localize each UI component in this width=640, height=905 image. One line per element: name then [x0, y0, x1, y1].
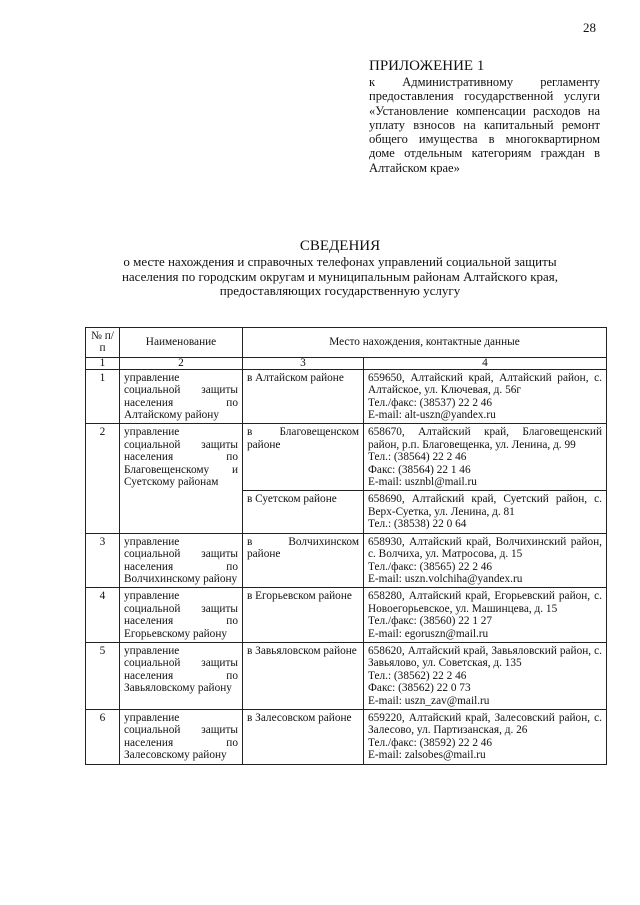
row-number: 1: [86, 369, 120, 424]
column-number: 1: [86, 357, 120, 369]
contact-line: Тел./факс: (38565) 22 2 46: [368, 560, 493, 573]
table-row: [86, 369, 607, 424]
office-district: в Алтайском районе: [243, 369, 364, 424]
offices-table: [85, 327, 607, 765]
office-contacts: [364, 533, 607, 588]
contact-line: E-mail: alt-uszn@yandex.ru: [368, 409, 496, 422]
office-name: управление социальной защиты населения по Благовещенскому и Суетскому районам: [120, 424, 243, 533]
table-body: [86, 369, 607, 764]
contact-line: E-mail: egoruszn@mail.ru: [368, 627, 489, 640]
office-district: в Завьяловском районе: [243, 642, 364, 709]
table-row: [86, 588, 607, 643]
office-name: управление социальной защиты населения по Алтайскому району: [120, 369, 243, 424]
heading-title: СВЕДЕНИЯ: [299, 238, 381, 254]
row-number: 4: [86, 588, 120, 643]
table-header-row: [86, 328, 607, 358]
appendix-title: ПРИЛОЖЕНИЕ 1: [369, 58, 485, 74]
contact-line: E-mail: usznbl@mail.ru: [368, 476, 477, 489]
office-contacts: [364, 588, 607, 643]
office-district: в Благовещенском районе: [243, 424, 364, 491]
contact-line: 659220, Алтайский край, Залесовский район, с. Залесово, ул. Партизанская, д. 26: [368, 711, 602, 737]
contact-line: 658690, Алтайский край, Суетский район, с. Верх-Суетка, ул. Ленина, д. 81: [368, 493, 602, 518]
contact-line: E-mail: uszn.volchiha@yandex.ru: [368, 572, 523, 585]
contact-line: Тел.: (38564) 22 2 46: [368, 451, 467, 464]
office-name: управление социальной защиты населения по Егорьевскому району: [120, 588, 243, 643]
office-district: в Суетском районе: [243, 491, 364, 533]
contact-line: E-mail: uszn_zav@mail.ru: [368, 694, 490, 707]
column-numbers-row: [86, 357, 607, 369]
table-row: [86, 424, 607, 491]
office-name: управление социальной защиты населения по Завьяловскому району: [120, 642, 243, 709]
contact-line: Факс: (38562) 22 0 73: [368, 682, 471, 695]
row-number: 6: [86, 709, 120, 764]
row-number: 2: [86, 424, 120, 533]
appendix-block: [369, 58, 600, 175]
contact-line: 658280, Алтайский край, Егорьевский район, с. Новоегорьевское, ул. Машинцева, д. 15: [368, 590, 602, 615]
header-number: № п/п: [86, 328, 120, 358]
contact-line: 658670, Алтайский край, Благовещенский район, р.п. Благовещенка, ул. Ленина, д. 99: [368, 426, 602, 451]
table-row: [86, 533, 607, 588]
contact-line: Тел./факс: (38537) 22 2 46: [368, 396, 493, 409]
office-district: в Залесовском районе: [243, 709, 364, 764]
table-row: [86, 642, 607, 709]
row-number: 3: [86, 533, 120, 588]
page-number: 28: [583, 20, 596, 35]
contact-line: Тел.: (38538) 22 0 64: [368, 518, 467, 531]
office-district: в Волчихинском районе: [243, 533, 364, 588]
header-location: Место нахождения, контактные данные: [243, 328, 607, 358]
column-number: 4: [364, 357, 607, 369]
contact-line: Тел./факс: (38560) 22 1 27: [368, 615, 493, 628]
table-row: [86, 709, 607, 764]
contact-line: 658620, Алтайский край, Завьяловский район, с. Завьялово, ул. Советская, д. 135: [368, 644, 602, 670]
document-heading: [100, 238, 580, 299]
office-contacts: [364, 642, 607, 709]
contact-line: Тел./факс: (38592) 22 2 46: [368, 736, 493, 749]
contact-line: Тел.: (38562) 22 2 46: [368, 669, 467, 682]
heading-subtitle: о месте нахождения и справочных телефонах управлений социальной защиты населения по городским округам и муниципальным районам Алтайского края, предоставляющих государственную услугу: [121, 254, 559, 298]
office-contacts: [364, 369, 607, 424]
contact-line: E-mail: zalsobes@mail.ru: [368, 749, 486, 762]
office-district: в Егорьевском районе: [243, 588, 364, 643]
contact-line: 658930, Алтайский край, Волчихинский район, с. Волчиха, ул. Матросова, д. 15: [368, 535, 602, 561]
contact-line: 659650, Алтайский край, Алтайский район, с. Алтайское, ул. Ключевая, д. 56г: [368, 371, 602, 397]
office-contacts: [364, 709, 607, 764]
header-name: Наименование: [120, 328, 243, 358]
contact-line: Факс: (38564) 22 1 46: [368, 463, 471, 476]
office-contacts: [364, 491, 607, 533]
office-name: управление социальной защиты населения по Волчихинскому району: [120, 533, 243, 588]
office-name: управление социальной защиты населения по Залесовскому району: [120, 709, 243, 764]
row-number: 5: [86, 642, 120, 709]
appendix-text: к Административному регламенту предоставления государственной услуги «Установление компенсации расходов на уплату взносов на капитальный ремонт общего имущества в многоквартирном доме отдельным категориям граждан в Алтайском крае»: [369, 75, 600, 175]
office-contacts: [364, 424, 607, 491]
column-number: 2: [120, 357, 243, 369]
column-number: 3: [243, 357, 364, 369]
